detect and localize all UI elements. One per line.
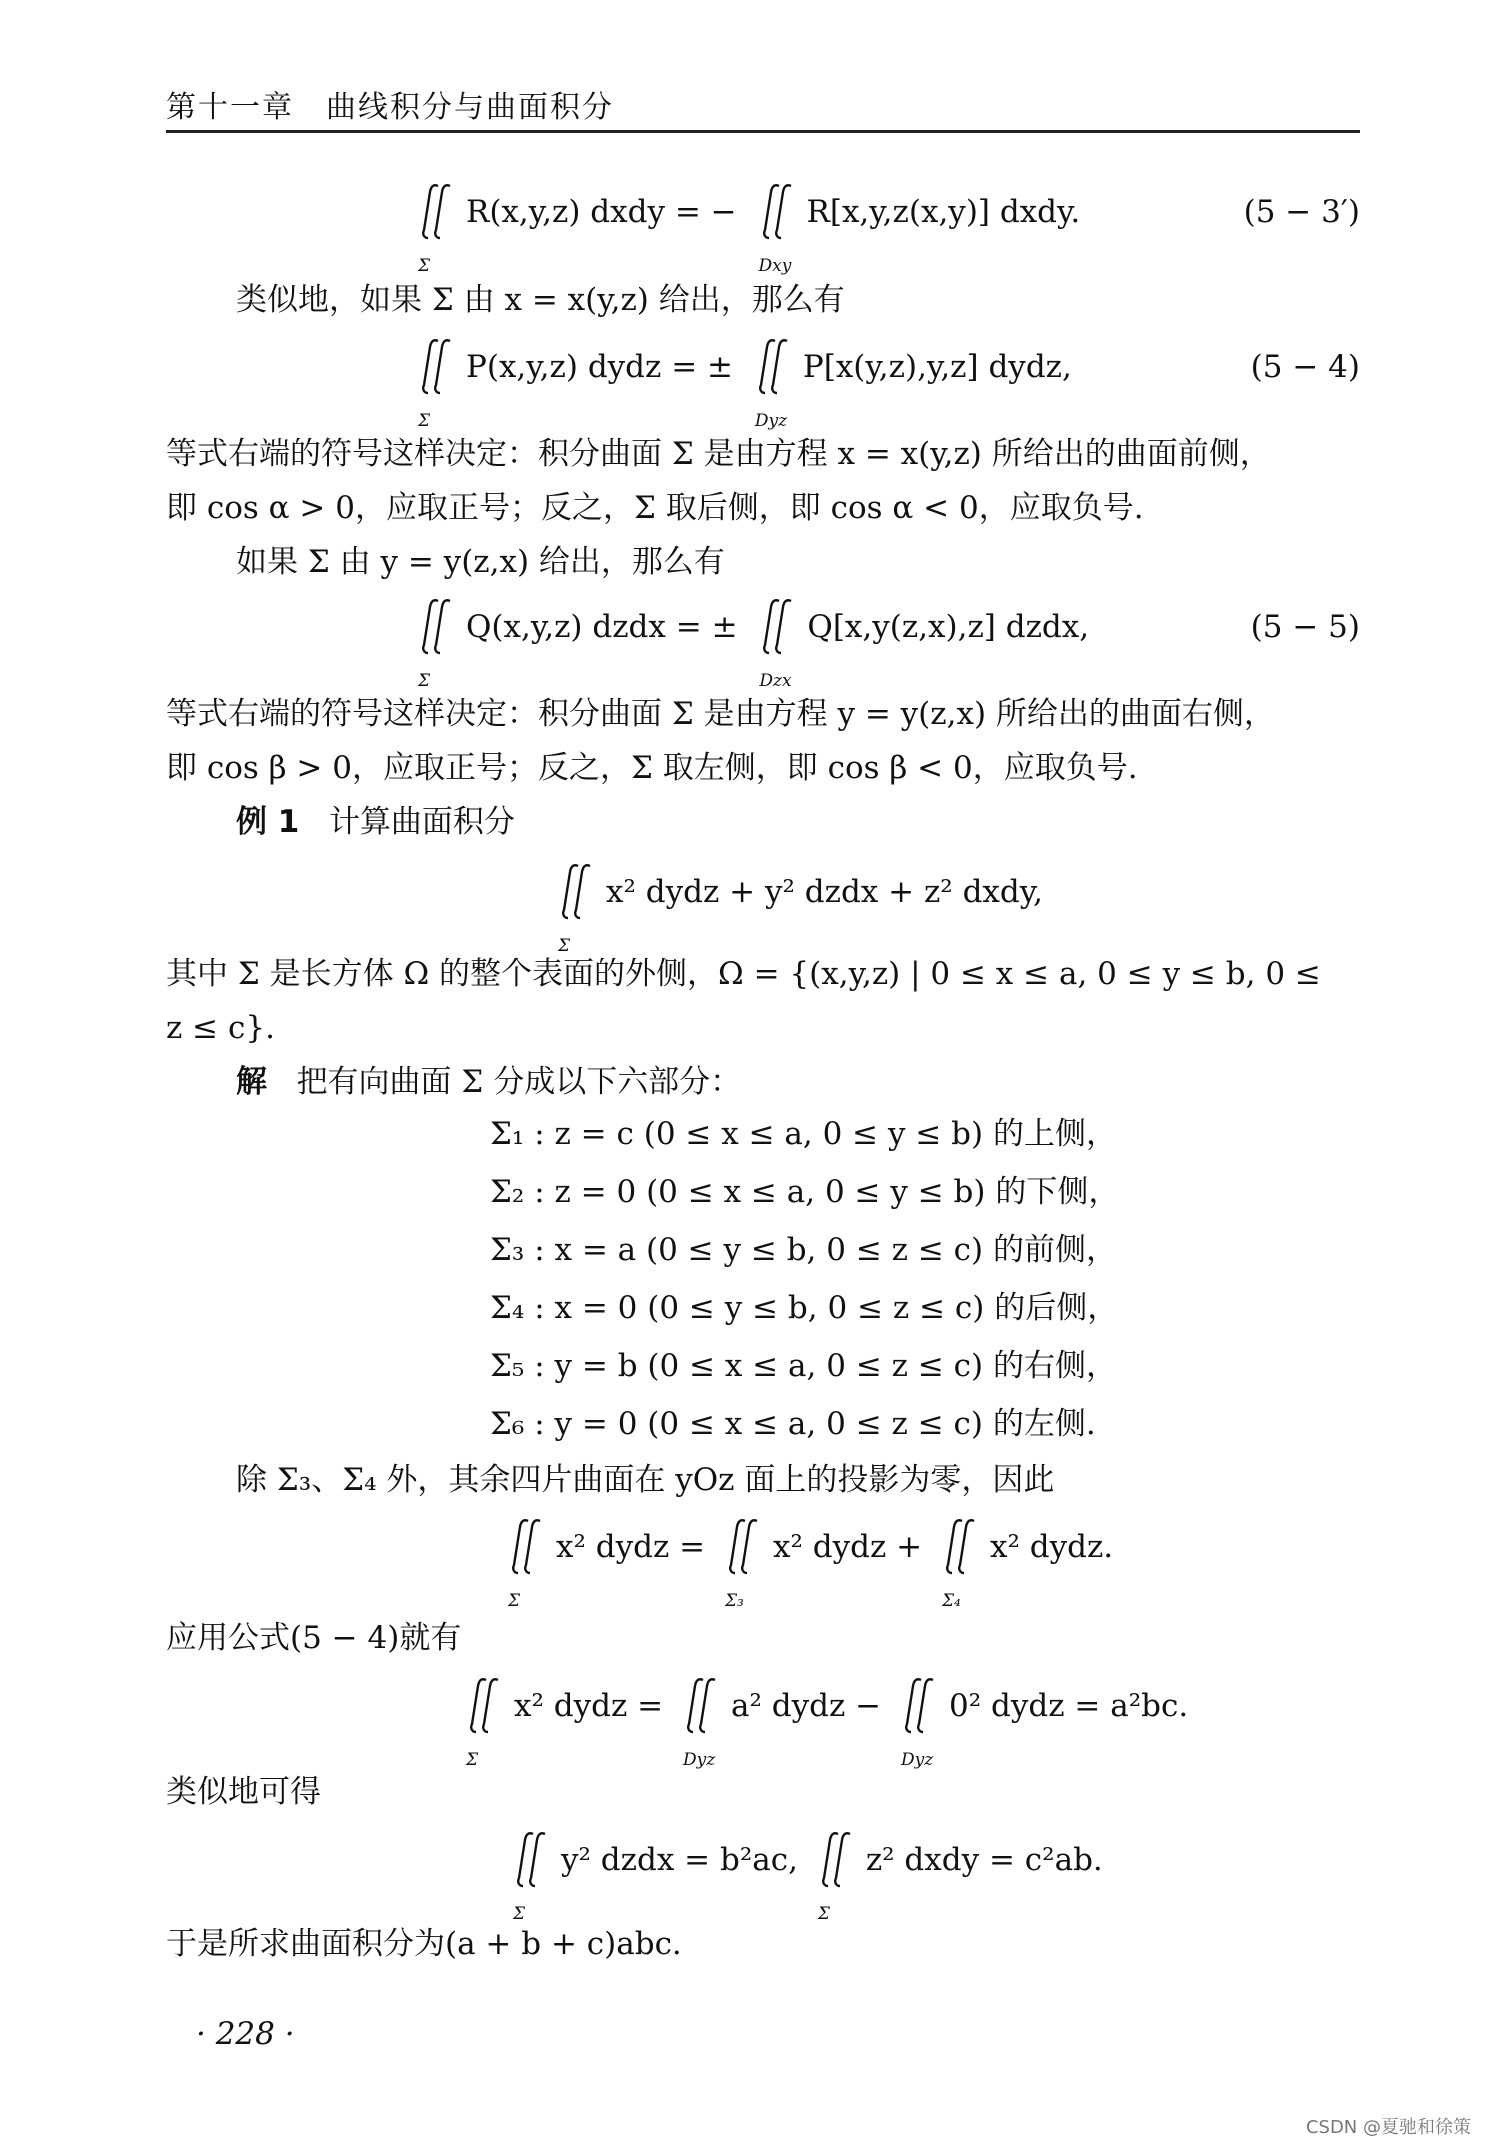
double-integral-sign: Σ	[556, 870, 600, 940]
paragraph: 即 cos α > 0，应取正号；反之，Σ 取后侧，即 cos α < 0，应取负号.	[166, 490, 1144, 526]
paragraph: 应用公式(5 − 4)就有	[166, 1620, 462, 1656]
equation-term: x² dydz =	[556, 1529, 706, 1565]
paragraph: 等式右端的符号这样决定：积分曲面 Σ 是由方程 y = y(z,x) 所给出的曲面右侧，	[166, 696, 1275, 732]
solution-label: 解	[236, 1064, 267, 1100]
paragraph: 即 cos β > 0，应取正号；反之，Σ 取左侧，即 cos β < 0，应取负号.	[166, 750, 1138, 786]
chapter-header: 第十一章 曲线积分与曲面积分	[166, 90, 614, 125]
double-integral-sign: Σ	[416, 190, 460, 260]
surface-part: Σ₁ : z = c (0 ≤ x ≤ a, 0 ≤ y ≤ b) 的上侧，	[490, 1116, 1117, 1152]
example-label: 例 1	[236, 804, 300, 840]
watermark: CSDN @夏驰和徐策	[1305, 2117, 1471, 2138]
surface-part: Σ₂ : z = 0 (0 ≤ x ≤ a, 0 ≤ y ≤ b) 的下侧，	[490, 1174, 1120, 1210]
double-integral-sign: Σ	[416, 345, 460, 415]
equation-number: (5 − 5)	[1250, 609, 1360, 645]
header-rule	[166, 130, 1360, 133]
equation-5-4	[166, 345, 1360, 445]
split-integral	[166, 1525, 1360, 1625]
paragraph: 其中 Σ 是长方体 Ω 的整个表面的外侧，Ω = {(x,y,z) | 0 ≤ x ≤ a, 0 ≤ y ≤ b, 0 ≤	[166, 956, 1321, 992]
equation-term: y² dzdx = b²ac,	[561, 1842, 798, 1878]
surface-part: Σ₃ : x = a (0 ≤ y ≤ b, 0 ≤ z ≤ c) 的前侧，	[490, 1232, 1117, 1268]
apply-formula-equation	[166, 1684, 1360, 1784]
double-integral-sign: Dzx	[757, 605, 801, 675]
double-integral-sign: Σ₄	[940, 1525, 984, 1595]
paragraph: 如果 Σ 由 y = y(z,x) 给出，那么有	[236, 544, 725, 580]
example-text: 计算曲面积分	[328, 804, 515, 840]
equation-lhs: Q(x,y,z) dzdx = ±	[466, 609, 738, 645]
solution-text: 把有向曲面 Σ 分成以下六部分：	[296, 1064, 742, 1100]
double-integral-sign: Σ	[511, 1838, 555, 1908]
double-integral-sign: Dyz	[753, 345, 797, 415]
equation-rhs: R[x,y,z(x,y)] dxdy.	[806, 194, 1081, 230]
equation-term: x² dydz +	[773, 1529, 923, 1565]
double-integral-sign: Σ	[816, 1838, 860, 1908]
double-integral-sign: Dyz	[899, 1684, 943, 1754]
example-heading	[166, 800, 1430, 844]
equation-lhs: P(x,y,z) dydz = ±	[466, 349, 734, 385]
equation-lhs: R(x,y,z) dxdy = −	[466, 194, 737, 230]
paragraph: 类似地，如果 Σ 由 x = x(y,z) 给出，那么有	[236, 282, 845, 318]
solution-heading	[166, 1060, 1430, 1104]
equation-5-3-prime	[166, 190, 1360, 290]
equation-rhs: Q[x,y(z,x),z] dzdx,	[807, 609, 1090, 645]
double-integral-sign: Dyz	[681, 1684, 725, 1754]
equation-number: (5 − 4)	[1250, 349, 1360, 385]
paragraph: 除 Σ₃、Σ₄ 外，其余四片曲面在 yOz 面上的投影为零，因此	[236, 1462, 1055, 1498]
double-integral-sign: Σ	[506, 1525, 550, 1595]
double-integral-sign: Σ₃	[723, 1525, 767, 1595]
equation-rhs: P[x(y,z),y,z] dydz,	[802, 349, 1072, 385]
equation-term: x² dydz.	[990, 1529, 1114, 1565]
surface-part: Σ₄ : x = 0 (0 ≤ y ≤ b, 0 ≤ z ≤ c) 的后侧，	[490, 1290, 1119, 1326]
surface-part: Σ₅ : y = b (0 ≤ x ≤ a, 0 ≤ z ≤ c) 的右侧，	[490, 1348, 1117, 1384]
equation-body: x² dydz + y² dzdx + z² dxdy,	[606, 874, 1043, 910]
equation-term: x² dydz =	[514, 1688, 664, 1724]
page-number: · 228 ·	[196, 2016, 295, 2052]
double-integral-sign: Σ	[416, 605, 460, 675]
equation-5-5	[166, 605, 1360, 705]
equation-term: z² dxdy = c²ab.	[865, 1842, 1103, 1878]
equation-term: a² dydz −	[731, 1688, 882, 1724]
paragraph: 类似地可得	[166, 1774, 321, 1810]
paragraph: 等式右端的符号这样决定：积分曲面 Σ 是由方程 x = x(y,z) 所给出的曲面前侧，	[166, 436, 1271, 472]
paragraph: z ≤ c}.	[166, 1010, 275, 1046]
paragraph: 于是所求曲面积分为(a + b + c)abc.	[166, 1926, 682, 1962]
double-integral-sign: Dxy	[757, 190, 801, 260]
surface-part: Σ₆ : y = 0 (0 ≤ x ≤ a, 0 ≤ z ≤ c) 的左侧.	[490, 1406, 1096, 1442]
equation-number: (5 − 3′)	[1243, 194, 1360, 230]
equation-term: 0² dydz = a²bc.	[949, 1688, 1189, 1724]
double-integral-sign: Σ	[464, 1684, 508, 1754]
